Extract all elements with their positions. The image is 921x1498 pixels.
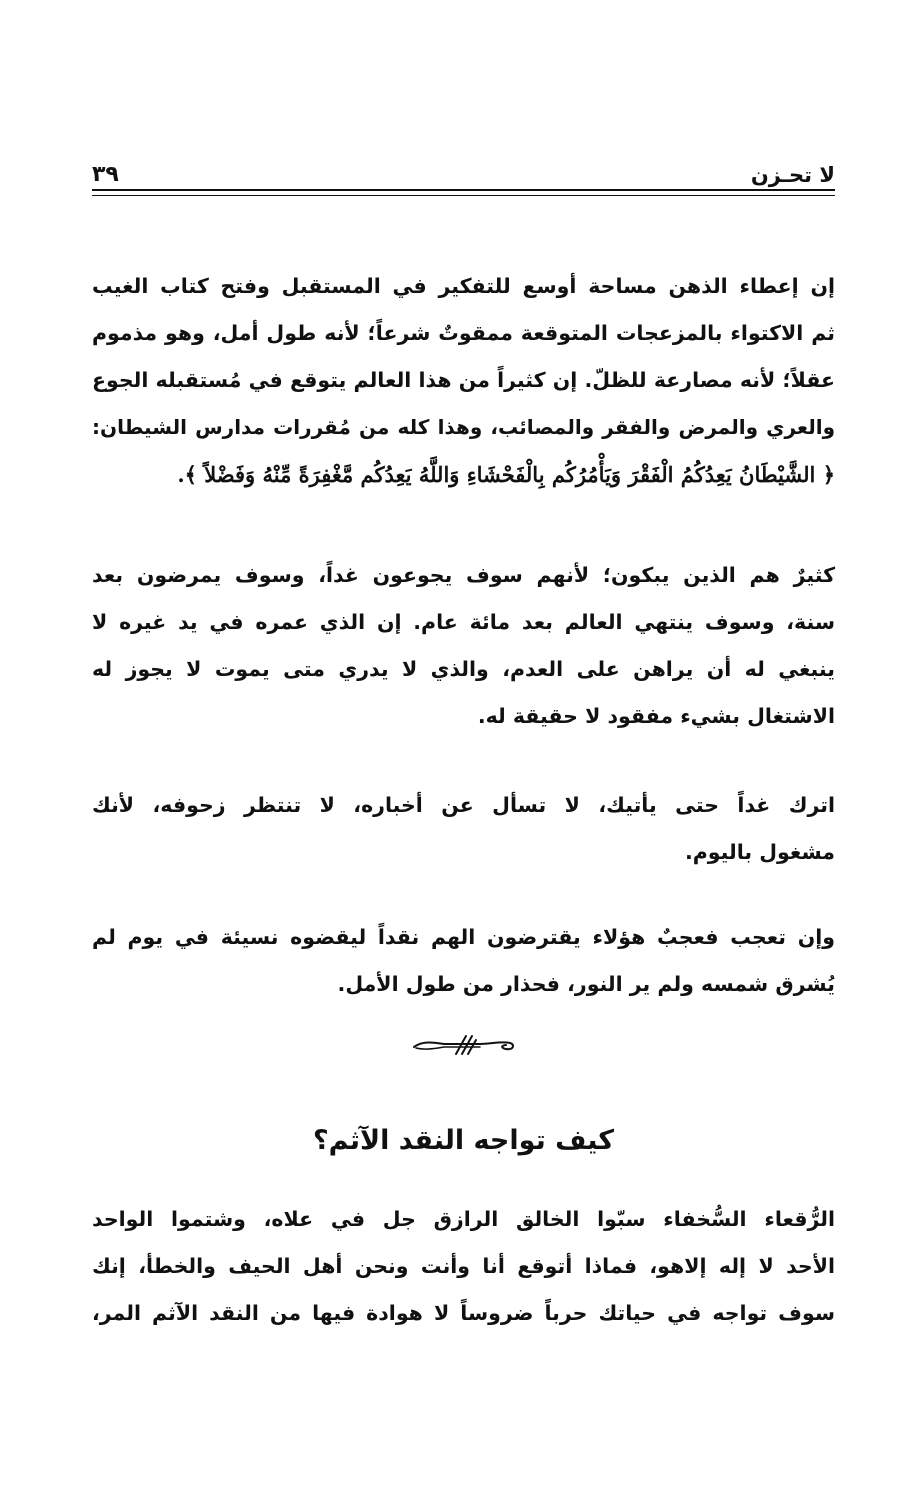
header-rule-bottom — [92, 195, 835, 196]
paragraph-5 — [92, 1196, 835, 1337]
text-line: اترك غداً حتى يأتيك، لا تسأل عن أخباره، لا تنتظر زحوفه، لأنك — [92, 793, 835, 817]
text-line: كثيرٌ هم الذين يبكون؛ لأنهم سوف يجوعون غداً، وسوف يمرضون بعد — [92, 563, 835, 587]
paragraph-2 — [92, 552, 835, 740]
text-line: الأحد لا إله إلاهو، فماذا أتوقع أنا وأنت ونحن أهل الحيف والخطأ، إنك — [92, 1254, 835, 1278]
section-heading: كيف تواجه النقد الآثم؟ — [312, 1125, 614, 1156]
text-line: سنة، وسوف ينتهي العالم بعد مائة عام. إن الذي عمره في يد غيره لا — [92, 610, 835, 634]
paragraph-3 — [92, 782, 835, 876]
text-line: الاشتغال بشيء مفقود لا حقيقة له. — [477, 704, 835, 728]
paragraph-1 — [92, 263, 835, 498]
text-line: الرُّقعاء السُّخفاء سبّوا الخالق الرازق جل في علاه، وشتموا الواحد — [92, 1207, 835, 1231]
section-divider-ornament — [410, 1032, 518, 1058]
text-line: وإن تعجب فعجبٌ هؤلاء يقترضون الهم نقداً ليقضوه نسيئة في يوم لم — [92, 925, 835, 949]
text-line: إن إعطاء الذهن مساحة أوسع للتفكير في المستقبل وفتح كتاب الغيب — [92, 274, 835, 298]
text-line: مشغول باليوم. — [684, 840, 835, 864]
page-header — [92, 152, 835, 186]
page-number: ٣٩ — [92, 162, 119, 187]
text-line: يُشرق شمسه ولم ير النور، فحذار من طول الأمل. — [337, 972, 835, 996]
quran-verse-line: ﴿ الشَّيْطَانُ يَعِدُكُمُ الْفَقْرَ وَيَأْمُرُكُم بِالْفَحْشَاءِ وَاللَّهُ يَعِدُكُم مَّغْفِرَةً مِّنْهُ وَفَضْلاً ﴾. — [177, 462, 835, 487]
text-line: ثم الاكتواء بالمزعجات المتوقعة ممقوتٌ شرعاً؛ لأنه طول أمل، وهو مذموم — [92, 321, 835, 345]
header-rule-top — [92, 189, 835, 191]
paragraph-4 — [92, 914, 835, 1008]
running-title: لا تحـزن — [750, 163, 835, 187]
text-line: والعري والمرض والفقر والمصائب، وهذا كله من مُقررات مدارس الشيطان: — [92, 415, 835, 439]
text-line: عقلاً؛ لأنه مصارعة للظلّ. إن كثيراً من هذا العالم يتوقع في مُستقبله الجوع — [92, 368, 835, 392]
text-line: ينبغي له أن يراهن على العدم، والذي لا يدري متى يموت لا يجوز له — [92, 657, 835, 681]
text-line: سوف تواجه في حياتك حرباً ضروساً لا هوادة فيها من النقد الآثم المر، — [92, 1301, 835, 1325]
